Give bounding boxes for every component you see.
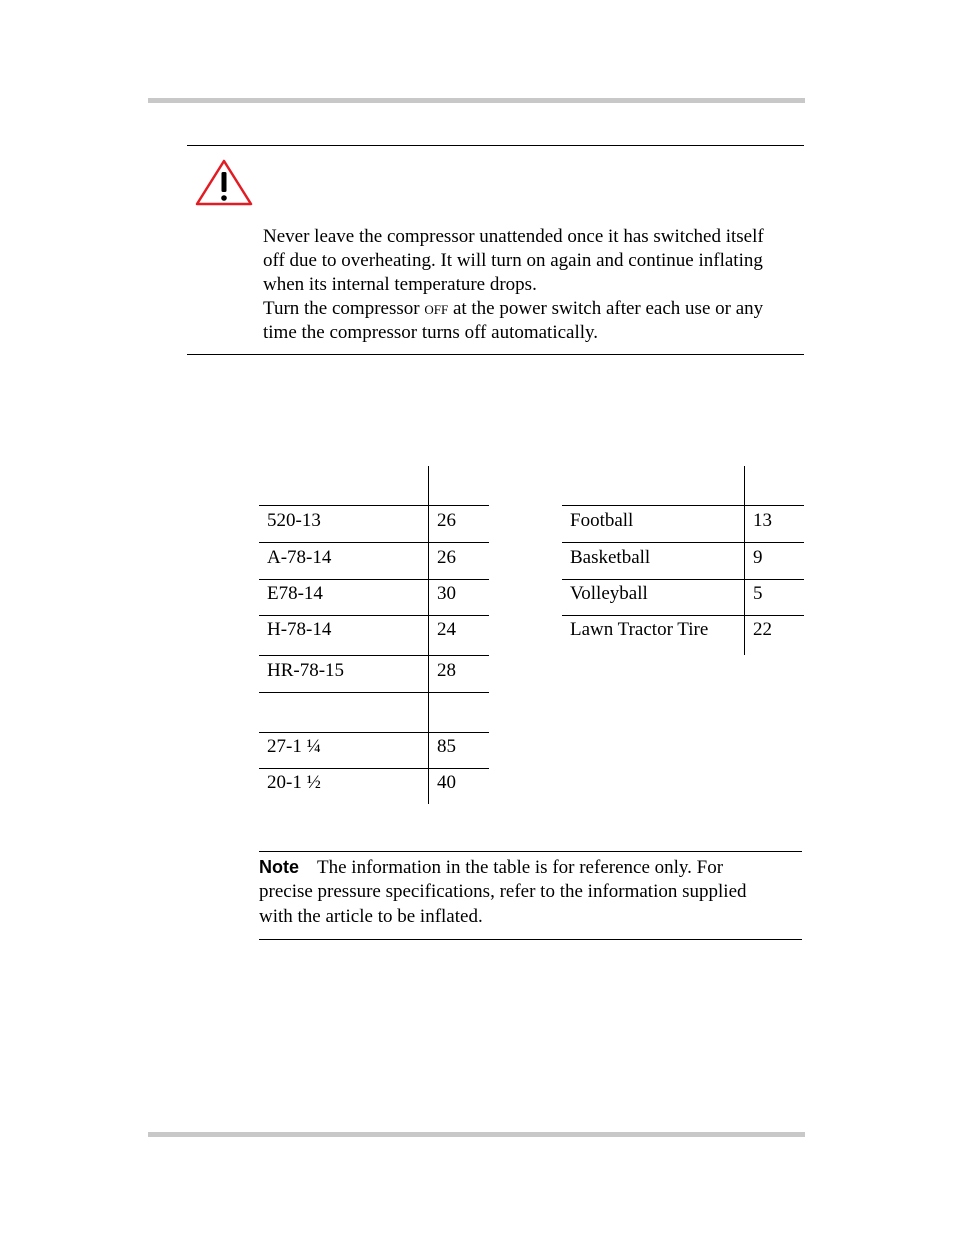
header-rule: [148, 98, 805, 103]
item-table-header-rule: [562, 505, 804, 506]
tire-size-cell: 520-13: [267, 510, 321, 531]
off-keyword: off: [424, 298, 449, 319]
note-top-rule: [259, 851, 802, 852]
tire-psi-cell: 26: [437, 547, 456, 568]
item-name-cell: Football: [570, 510, 634, 531]
row-rule: [259, 615, 489, 616]
warning-bottom-rule: [187, 354, 804, 355]
warning-triangle-icon: [194, 158, 254, 208]
row-rule: [562, 579, 804, 580]
row-rule: [259, 579, 489, 580]
item-psi-cell: 13: [753, 510, 772, 531]
item-name-cell: Lawn Tractor Tire: [570, 619, 709, 640]
note-bottom-rule: [259, 939, 802, 940]
tire-size-cell: E78-14: [267, 583, 323, 604]
note-label: Note: [259, 857, 299, 877]
note-text-1: The information in the table is for reference only. For: [317, 857, 724, 878]
row-rule: [562, 615, 804, 616]
row-rule: [562, 542, 804, 543]
item-psi-cell: 9: [753, 547, 763, 568]
tire-psi-cell: 28: [437, 660, 456, 681]
row-rule: [259, 732, 489, 733]
note-line-1: [259, 855, 723, 880]
tire-psi-cell: 24: [437, 619, 456, 640]
item-psi-cell: 22: [753, 619, 772, 640]
tire-table-header-rule: [259, 505, 489, 506]
tire-psi-cell: 30: [437, 583, 456, 604]
tire-psi-cell: 85: [437, 736, 456, 757]
warning-top-rule: [187, 145, 804, 146]
warning-line-1: Never leave the compressor unattended once it has switched itself: [263, 226, 764, 247]
row-rule: [259, 692, 489, 693]
tire-psi-cell: 26: [437, 510, 456, 531]
tire-psi-cell: 40: [437, 772, 456, 793]
note-line-3: with the article to be inflated.: [259, 906, 483, 927]
note-line-2: precise pressure specifications, refer to the information supplied: [259, 881, 747, 902]
warning-line-4-start: Turn the compressor: [263, 298, 425, 319]
item-name-cell: Volleyball: [570, 583, 648, 604]
tire-size-cell: H-78-14: [267, 619, 332, 640]
warning-line-5: time the compressor turns off automatically.: [263, 322, 599, 343]
tire-table-divider: [428, 466, 429, 804]
tire-size-cell: A-78-14: [267, 547, 332, 568]
row-rule: [259, 542, 489, 543]
item-psi-cell: 5: [753, 583, 763, 604]
footer-rule: [148, 1132, 805, 1137]
warning-line-2: off due to overheating. It will turn on again and continue inflating: [263, 250, 763, 271]
item-table-divider: [744, 466, 745, 655]
warning-line-4: [263, 297, 763, 321]
tire-size-cell: 20-1 ½: [267, 772, 321, 793]
warning-line-3: when its internal temperature drops.: [263, 274, 537, 295]
tire-size-cell: 27-1 ¼: [267, 736, 321, 757]
warning-line-4-end: at the power switch after each use or any: [448, 298, 764, 319]
row-rule: [259, 768, 489, 769]
item-name-cell: Basketball: [570, 547, 651, 568]
tire-size-cell: HR-78-15: [267, 660, 345, 681]
row-rule: [259, 655, 489, 656]
